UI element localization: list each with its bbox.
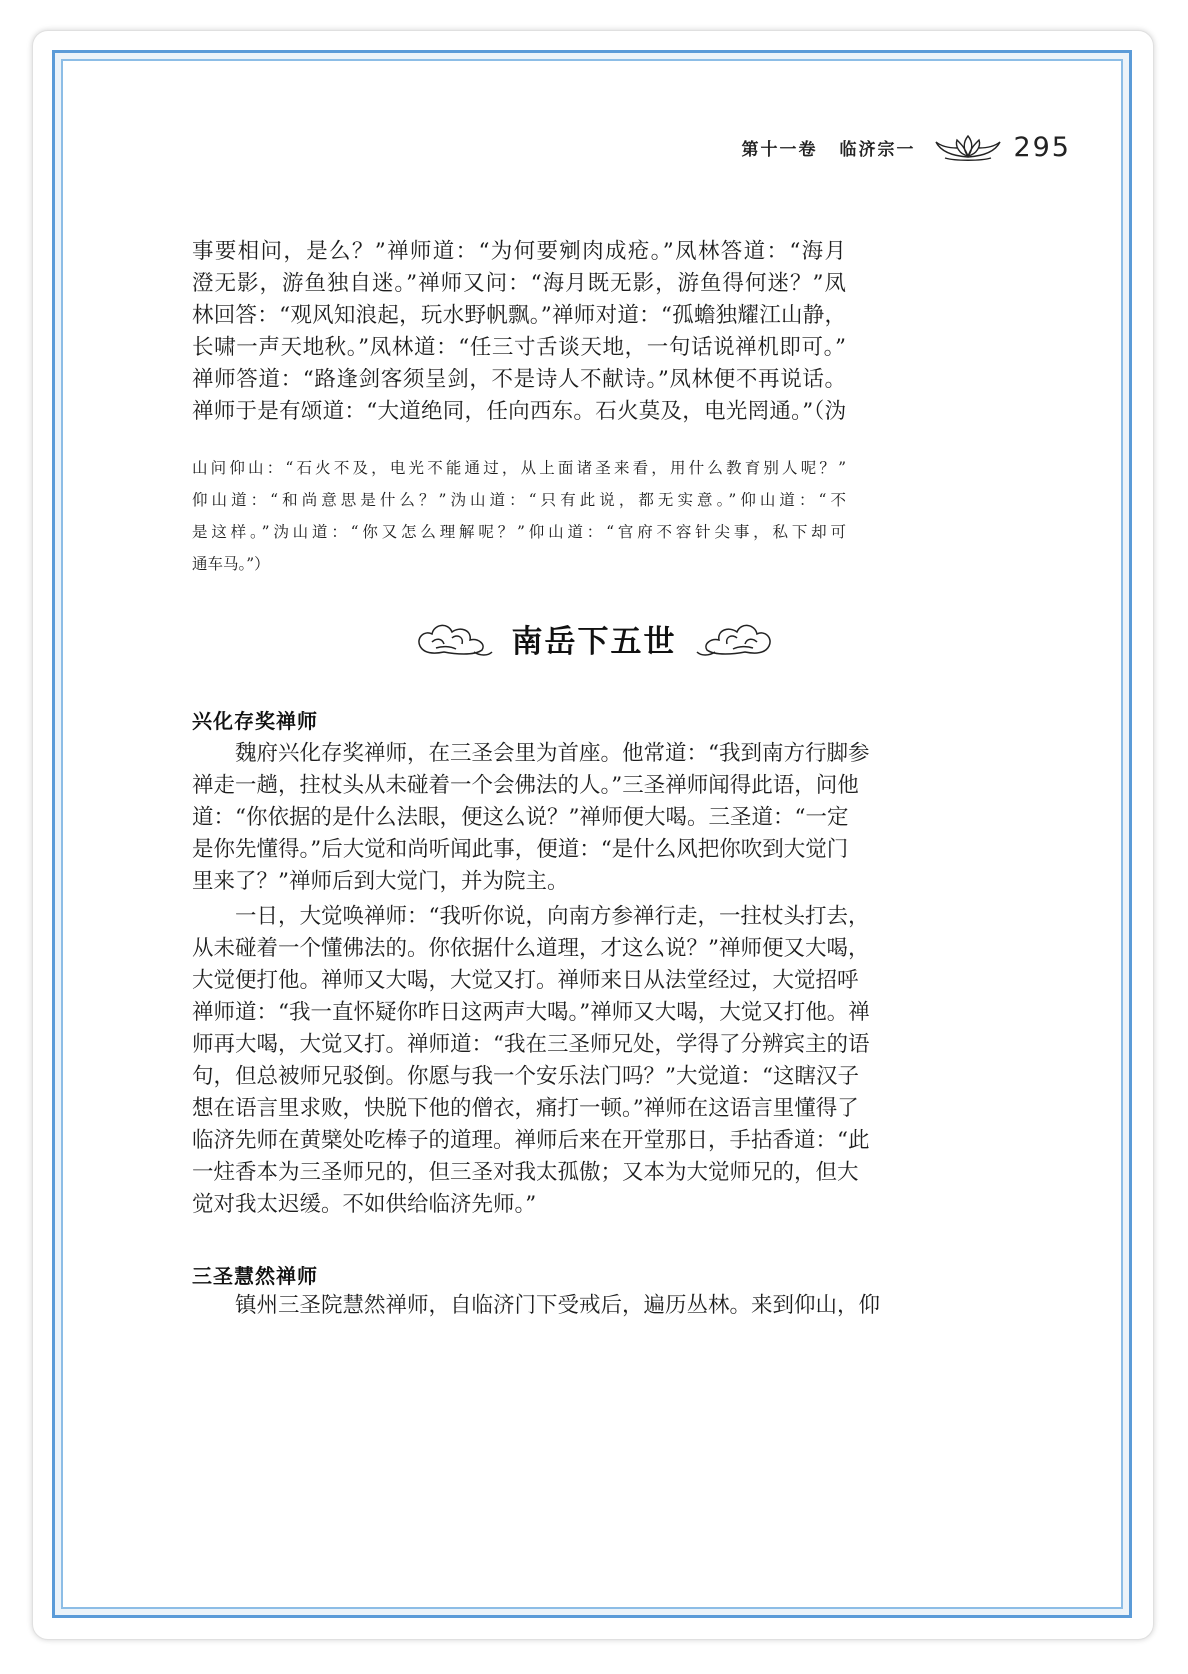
- text-line: 师再大喝，大觉又打。禅师道：“我在三圣师兄处，学得了分辨宾主的语: [192, 1032, 870, 1057]
- volume-label: 第十一卷: [741, 139, 818, 160]
- page-number: 295: [1013, 131, 1071, 163]
- text-line: 魏府兴化存奖禅师，在三圣会里为首座。他常道：“我到南方行脚参: [235, 741, 870, 766]
- cloud-ornament-left-icon: [414, 616, 494, 660]
- running-head: [0, 127, 1071, 167]
- paragraph-continued: [192, 236, 846, 428]
- cloud-ornament-right-icon: [695, 616, 775, 660]
- text-line: 长啸一声天地秋。”凤林道：“任三寸舌谈天地，一句话说禅机即可。”: [192, 335, 846, 360]
- section-title-text: 南岳下五世: [511, 623, 677, 660]
- chapter-label: 临济宗一: [839, 139, 916, 160]
- text-line: 从未碰着一个懂佛法的。你依据什么道理，才这么说？”禅师便又大喝，: [192, 936, 870, 961]
- text-line: 觉对我太迟缓。不如供给临济先师。”: [192, 1192, 537, 1217]
- text-line: 澄无影，游鱼独自迷。”禅师又问：“海月既无影，游鱼得何迷？”凤: [192, 271, 846, 296]
- text-line: 林回答：“观风知浪起，玩水野帆飘。”禅师对道：“孤蟾独耀江山静，: [192, 303, 846, 328]
- text-line: 一日，大觉唤禅师：“我听你说，向南方参禅行走，一拄杖头打去，: [235, 904, 870, 929]
- annotation-note: [192, 452, 846, 580]
- sub-heading-sansheng: 三圣慧然禅师: [192, 1264, 318, 1288]
- paragraph-xinghua-1: [192, 738, 870, 898]
- text-line: 大觉便打他。禅师又大喝，大觉又打。禅师来日从法堂经过，大觉招呼: [192, 968, 859, 993]
- text-line: 事要相问，是么？”禅师道：“为何要剜肉成疮。”凤林答道：“海月: [192, 239, 846, 264]
- note-line: 山问仰山：“石火不及，电光不能通过，从上面诸圣来看，用什么教育别人呢？”: [192, 459, 846, 477]
- text-line: 一炷香本为三圣师兄的，但三圣对我太孤傲；又本为大觉师兄的，但大: [192, 1160, 859, 1185]
- running-head-text: [741, 135, 915, 160]
- paragraph-sansheng: [192, 1290, 881, 1322]
- note-line: 通车马。”）: [192, 555, 270, 573]
- text-line: 临济先师在黄檗处吃棒子的道理。禅师后来在开堂那日，手拈香道：“此: [192, 1128, 870, 1153]
- sub-heading-xinghua: 兴化存奖禅师: [192, 709, 318, 733]
- text-line: 句，但总被师兄驳倒。你愿与我一个安乐法门吗？”大觉道：“这瞎汉子: [192, 1064, 859, 1089]
- text-line: 禅师答道：“路逢剑客须呈剑，不是诗人不献诗。”凤林便不再说话。: [192, 367, 846, 392]
- text-line: 是你先懂得。”后大觉和尚听闻此事，便道：“是什么风把你吹到大觉门: [192, 837, 849, 862]
- paragraph-xinghua-2: [192, 901, 870, 1221]
- lotus-ornament-icon: [933, 130, 1003, 164]
- text-line: 禅师于是有颂道：“大道绝同，任向西东。石火莫及，电光罔通。”（沩: [192, 399, 846, 424]
- text-line: 道：“你依据的是什么法眼，便这么说？”禅师便大喝。三圣道：“一定: [192, 805, 849, 830]
- section-title: [0, 608, 1188, 668]
- note-line: 仰山道：“和尚意思是什么？”沩山道：“只有此说，都无实意。”仰山道：“不: [192, 491, 846, 509]
- text-line: 禅师道：“我一直怀疑你昨日这两声大喝。”禅师又大喝，大觉又打他。禅: [192, 1000, 870, 1025]
- text-line: 镇州三圣院慧然禅师，自临济门下受戒后，遍历丛林。来到仰山，仰: [235, 1293, 881, 1318]
- text-line: 禅走一趟，拄杖头从未碰着一个会佛法的人。”三圣禅师闻得此语，问他: [192, 773, 859, 798]
- note-line: 是这样。”沩山道：“你又怎么理解呢？”仰山道：“官府不容针尖事，私下却可: [192, 523, 846, 541]
- text-line: 想在语言里求败，快脱下他的僧衣，痛打一顿。”禅师在这语言里懂得了: [192, 1096, 859, 1121]
- text-line: 里来了？”禅师后到大觉门，并为院主。: [192, 869, 569, 894]
